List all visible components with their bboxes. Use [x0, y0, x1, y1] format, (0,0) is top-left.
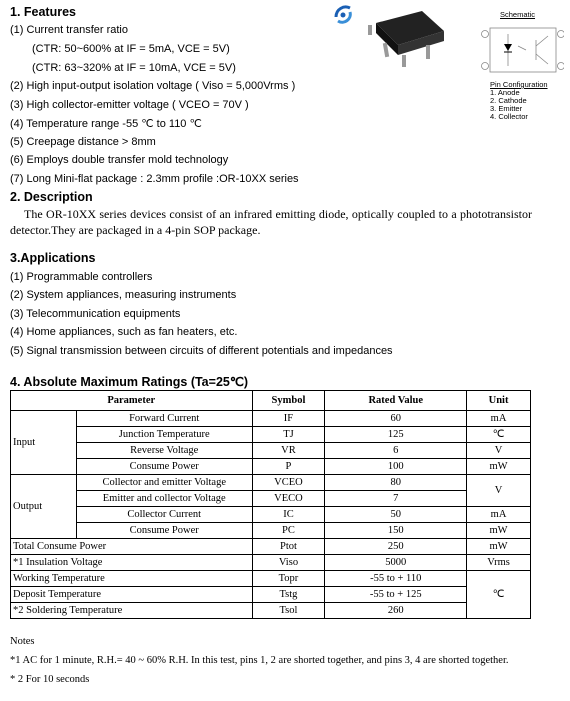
table-row [11, 427, 531, 443]
pin-item: 4. Collector [490, 112, 528, 121]
value-cell: 150 [325, 523, 467, 539]
table-row [11, 475, 531, 491]
param-cell: Junction Temperature [76, 427, 252, 443]
symbol-cell: Topr [252, 571, 325, 587]
param-cell: Collector and emitter Voltage [76, 475, 252, 491]
feature-item: (1) Current transfer ratio [10, 24, 128, 36]
header-symbol: Symbol [252, 391, 325, 411]
value-cell: 6 [325, 443, 467, 459]
application-item: (5) Signal transmission between circuits of different potentials and impedances [10, 345, 393, 357]
unit-cell: V [467, 475, 531, 507]
value-cell: 60 [325, 411, 467, 427]
unit-cell: mW [467, 523, 531, 539]
param-cell: Forward Current [76, 411, 252, 427]
value-cell: 80 [325, 475, 467, 491]
param-cell: *2 Soldering Temperature [11, 603, 253, 619]
value-cell: 250 [325, 539, 467, 555]
unit-cell: mW [467, 459, 531, 475]
feature-item: (2) High input-output isolation voltage ( Viso = 5,000Vrms ) [10, 80, 296, 92]
symbol-cell: TJ [252, 427, 325, 443]
symbol-cell: VCEO [252, 475, 325, 491]
feature-item: (CTR: 63~320% at IF = 10mA, VCE = 5V) [32, 62, 236, 74]
table-row [11, 459, 531, 475]
pin-item: 2. Cathode [490, 96, 527, 105]
header-parameter: Parameter [11, 391, 253, 411]
feature-item: (CTR: 50~600% at IF = 5mA, VCE = 5V) [32, 43, 230, 55]
value-cell: 125 [325, 427, 467, 443]
applications-heading: 3.Applications [10, 251, 96, 265]
description-text: The OR-10XX series devices consist of an infrared emitting diode, optically coupled to a phototransistor detector.They are packaged in a 4-pin SOP package. [10, 207, 532, 237]
symbol-cell: IF [252, 411, 325, 427]
unit-cell: ℃ [467, 571, 531, 619]
feature-item: (6) Employs double transfer mold technology [10, 154, 229, 166]
feature-item: (7) Long Mini-flat package : 2.3mm profile :OR-10XX series [10, 173, 299, 185]
feature-item: (3) High collector-emitter voltage ( VCEO = 70V ) [10, 99, 249, 111]
notes-title: Notes [10, 636, 35, 647]
table-row [11, 555, 531, 571]
symbol-cell: VR [252, 443, 325, 459]
company-logo [332, 3, 354, 27]
value-cell: 50 [325, 507, 467, 523]
schematic-diagram [480, 24, 564, 76]
note-2: * 2 For 10 seconds [10, 674, 90, 685]
symbol-cell: IC [252, 507, 325, 523]
param-cell: Consume Power [76, 459, 252, 475]
value-cell: 7 [325, 491, 467, 507]
application-item: (3) Telecommunication equipments [10, 308, 181, 320]
pin-list [490, 89, 528, 121]
param-cell: Working Temperature [11, 571, 253, 587]
value-cell: -55 to + 125 [325, 587, 467, 603]
value-cell: 260 [325, 603, 467, 619]
application-item: (4) Home appliances, such as fan heaters, etc. [10, 326, 238, 338]
unit-cell: mW [467, 539, 531, 555]
application-item: (1) Programmable controllers [10, 271, 153, 283]
application-item: (2) System appliances, measuring instruments [10, 289, 237, 301]
symbol-cell: Tstg [252, 587, 325, 603]
note-1: *1 AC for 1 minute, R.H.= 40 ~ 60% R.H. In this test, pins 1, 2 are shorted together, and pins 3, 4 are shorted together. [10, 655, 509, 666]
feature-item: (5) Creepage distance > 8mm [10, 136, 156, 148]
table-row [11, 443, 531, 459]
unit-cell: mA [467, 411, 531, 427]
table-row [11, 411, 531, 427]
pin-item: 3. Emitter [490, 104, 523, 113]
table-row [11, 539, 531, 555]
value-cell: 100 [325, 459, 467, 475]
param-cell: Reverse Voltage [76, 443, 252, 459]
features-heading: 1. Features [10, 5, 77, 19]
param-cell: *1 Insulation Voltage [11, 555, 253, 571]
symbol-cell: PC [252, 523, 325, 539]
param-cell: Collector Current [76, 507, 252, 523]
table-row [11, 507, 531, 523]
unit-cell: V [467, 443, 531, 459]
param-cell: Emitter and collector Voltage [76, 491, 252, 507]
header-rated-value: Rated Value [325, 391, 467, 411]
value-cell: 5000 [325, 555, 467, 571]
value-cell: -55 to + 110 [325, 571, 467, 587]
unit-cell: ℃ [467, 427, 531, 443]
symbol-cell: Tsol [252, 603, 325, 619]
ratings-table [10, 390, 531, 619]
table-row [11, 603, 531, 619]
table-row [11, 587, 531, 603]
param-cell: Total Consume Power [11, 539, 253, 555]
symbol-cell: VECO [252, 491, 325, 507]
param-cell: Deposit Temperature [11, 587, 253, 603]
description-heading: 2. Description [10, 190, 93, 204]
table-header-row [11, 391, 531, 411]
package-image [358, 5, 450, 71]
param-cell: Consume Power [76, 523, 252, 539]
group-input: Input [11, 411, 77, 475]
table-row [11, 571, 531, 587]
schematic-label: Schematic [500, 10, 536, 19]
group-output: Output [11, 475, 77, 539]
unit-cell: mA [467, 507, 531, 523]
symbol-cell: P [252, 459, 325, 475]
pin-item: 1. Anode [490, 88, 520, 97]
header-unit: Unit [467, 391, 531, 411]
table-row [11, 491, 531, 507]
feature-item: (4) Temperature range -55 ℃ to 110 ℃ [10, 118, 202, 130]
ratings-heading: 4. Absolute Maximum Ratings (Ta=25℃) [10, 375, 249, 389]
symbol-cell: Ptot [252, 539, 325, 555]
symbol-cell: Viso [252, 555, 325, 571]
unit-cell: Vrms [467, 555, 531, 571]
table-row [11, 523, 531, 539]
pin-config-title: Pin Configuration [490, 80, 548, 89]
